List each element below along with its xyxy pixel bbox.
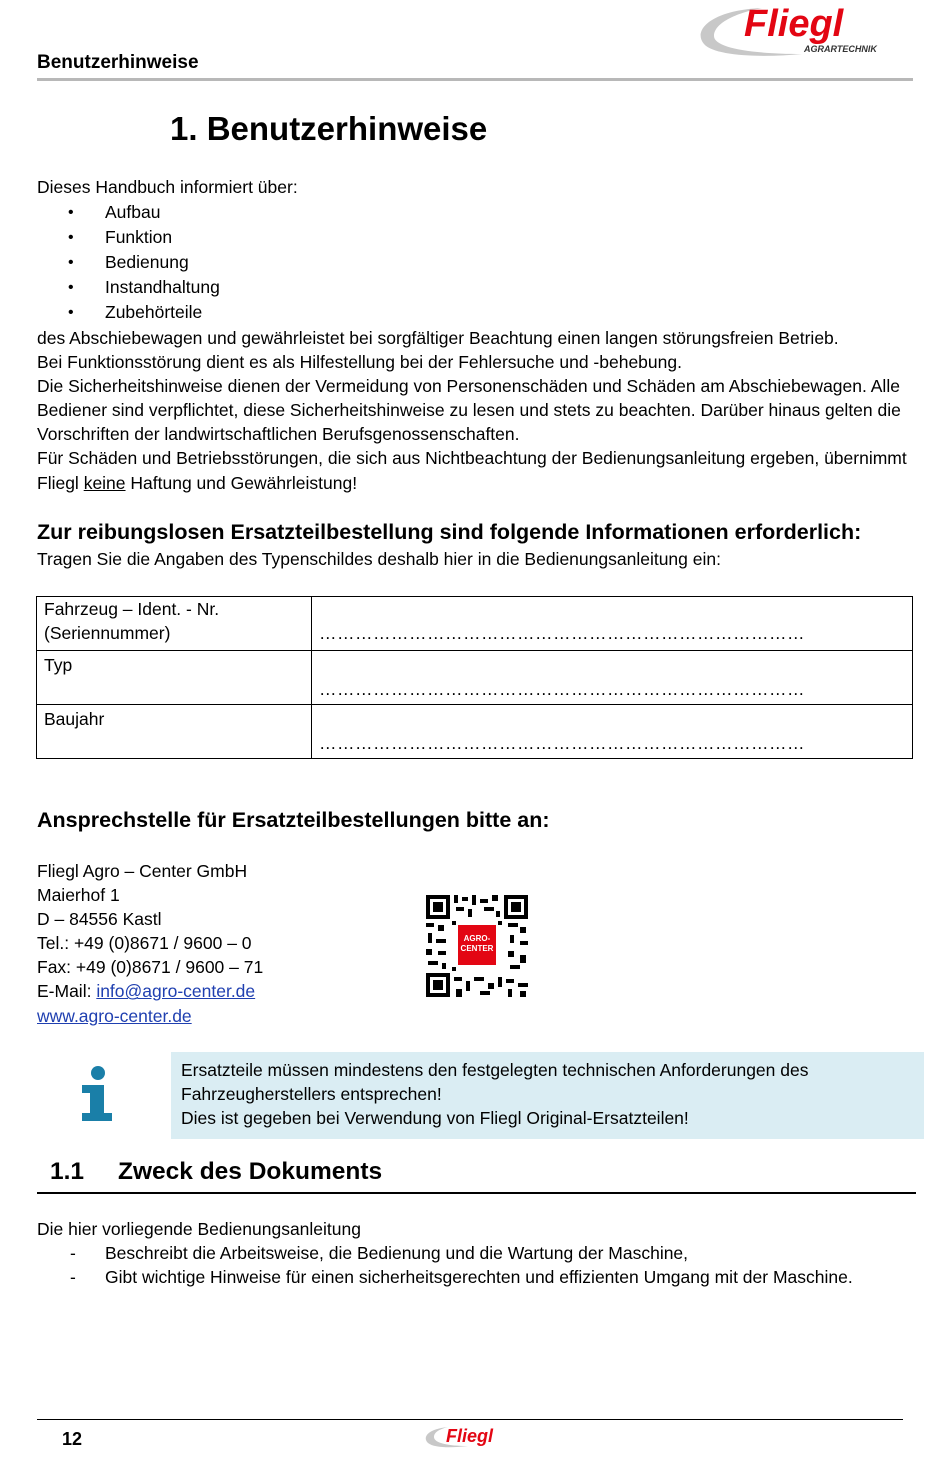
table-label-cell: Baujahr — [37, 705, 312, 759]
section-number: 1.1 — [50, 1158, 85, 1185]
info-note-line: Dies ist gegeben bei Verwendung von Fliegl Original-Ersatzteilen! — [181, 1108, 689, 1129]
section-divider — [37, 1192, 916, 1194]
info-icon — [78, 1065, 118, 1123]
list-item: - Gibt wichtige Hinweise für einen sicherheitsgerechten und effizienten Umgang mit der Maschine. — [37, 1265, 917, 1289]
chapter-title: 1. Benutzerhinweise — [170, 110, 488, 147]
page-number: 12 — [62, 1429, 83, 1449]
table-value-cell[interactable]: ……………………………………………………………………… — [312, 705, 913, 759]
table-row — [37, 651, 913, 705]
intro-lead: Dieses Handbuch informiert über: — [37, 177, 298, 197]
section-body — [37, 1217, 917, 1289]
table-label-cell: Typ — [37, 651, 312, 705]
email-link[interactable]: info@agro-center.de — [96, 981, 256, 1002]
intro-body — [37, 326, 917, 495]
type-plate-table — [36, 596, 913, 759]
list-item: - Beschreibt die Arbeitsweise, die Bedienung und die Wartung der Maschine, — [37, 1241, 917, 1265]
header-title: Benutzerhinweise — [37, 52, 199, 73]
svg-text:AGRO-: AGRO- — [463, 934, 491, 943]
footer-logo — [422, 1421, 510, 1451]
logo-wordmark: Fliegl — [744, 3, 844, 45]
table-row — [37, 597, 913, 651]
table-label-cell: Fahrzeug – Ident. - Nr. (Seriennummer) — [37, 597, 312, 651]
email-line: E-Mail: info@agro-center.de — [37, 981, 256, 1002]
fax: Fax: +49 (0)8671 / 9600 – 71 — [37, 957, 264, 978]
header-divider — [37, 78, 913, 81]
phone: Tel.: +49 (0)8671 / 9600 – 0 — [37, 933, 252, 954]
intro-bullet-list — [68, 200, 220, 325]
website-link[interactable]: www.agro-center.de — [37, 1005, 192, 1026]
company-name: Fliegl Agro – Center GmbH — [37, 861, 248, 881]
table-value-cell[interactable]: ……………………………………………………………………… — [312, 597, 913, 651]
street: Maierhof 1 — [37, 885, 120, 906]
section-lead: Die hier vorliegende Bedienungsanleitung — [37, 1219, 361, 1239]
table-row — [37, 705, 913, 759]
city: D – 84556 Kastl — [37, 909, 162, 930]
body-line: Die Sicherheitshinweise dienen der Vermeidung von Personenschäden und Schäden am Abschiebewagen. Alle Bediener sind verpflichtet, diese Sicherheitshinweise zu lesen und stets zu beachten. Darüber hinaus gelten die Vorschriften der landwirtschaftlichen Berufsgenossenschaften. — [37, 376, 901, 445]
list-item: • Zubehörteile — [68, 300, 220, 325]
svg-text:Fliegl: Fliegl — [446, 1426, 494, 1446]
spare-parts-subtitle: Tragen Sie die Angaben des Typenschildes deshalb hier in die Bedienungsanleitung ein: — [37, 549, 721, 569]
body-line: Bei Funktionsstörung dient es als Hilfestellung bei der Fehlersuche und -behebung. — [37, 352, 682, 373]
section-heading — [50, 1158, 382, 1186]
info-note-text — [181, 1058, 916, 1130]
list-item: • Funktion — [68, 225, 220, 250]
info-note-line: Ersatzteile müssen mindestens den festgelegten technischen Anforderungen des Fahrzeugherstellers entsprechen! — [181, 1060, 809, 1105]
logo-subtext: AGRARTECHNIK — [804, 44, 877, 54]
section-title: Zweck des Dokuments — [118, 1158, 383, 1185]
list-item: • Instandhaltung — [68, 275, 220, 300]
body-line: Für Schäden und Betriebsstörungen, die sich aus Nichtbeachtung der Bedienungsanleitung ergeben, übernimmt Fliegl keine Haftung und Gewährleistung! — [37, 448, 907, 493]
contact-address — [37, 859, 263, 1028]
fliegl-logo — [692, 2, 907, 60]
svg-text:CENTER: CENTER — [460, 944, 494, 953]
body-line: des Abschiebewagen und gewährleistet bei sorgfältiger Beachtung einen langen störungsfreien Betrieb. — [37, 328, 839, 348]
footer-divider — [37, 1419, 903, 1420]
spare-parts-heading: Zur reibungslosen Ersatzteilbestellung sind folgende Informationen erforderlich: — [37, 520, 862, 544]
contact-heading: Ansprechstelle für Ersatzteilbestellungen bitte an: — [37, 808, 550, 832]
list-item: • Bedienung — [68, 250, 220, 275]
list-item: • Aufbau — [68, 200, 220, 225]
table-value-cell[interactable]: ……………………………………………………………………… — [312, 651, 913, 705]
emphasis-keine: keine — [83, 472, 126, 493]
qr-code[interactable] — [424, 893, 530, 999]
